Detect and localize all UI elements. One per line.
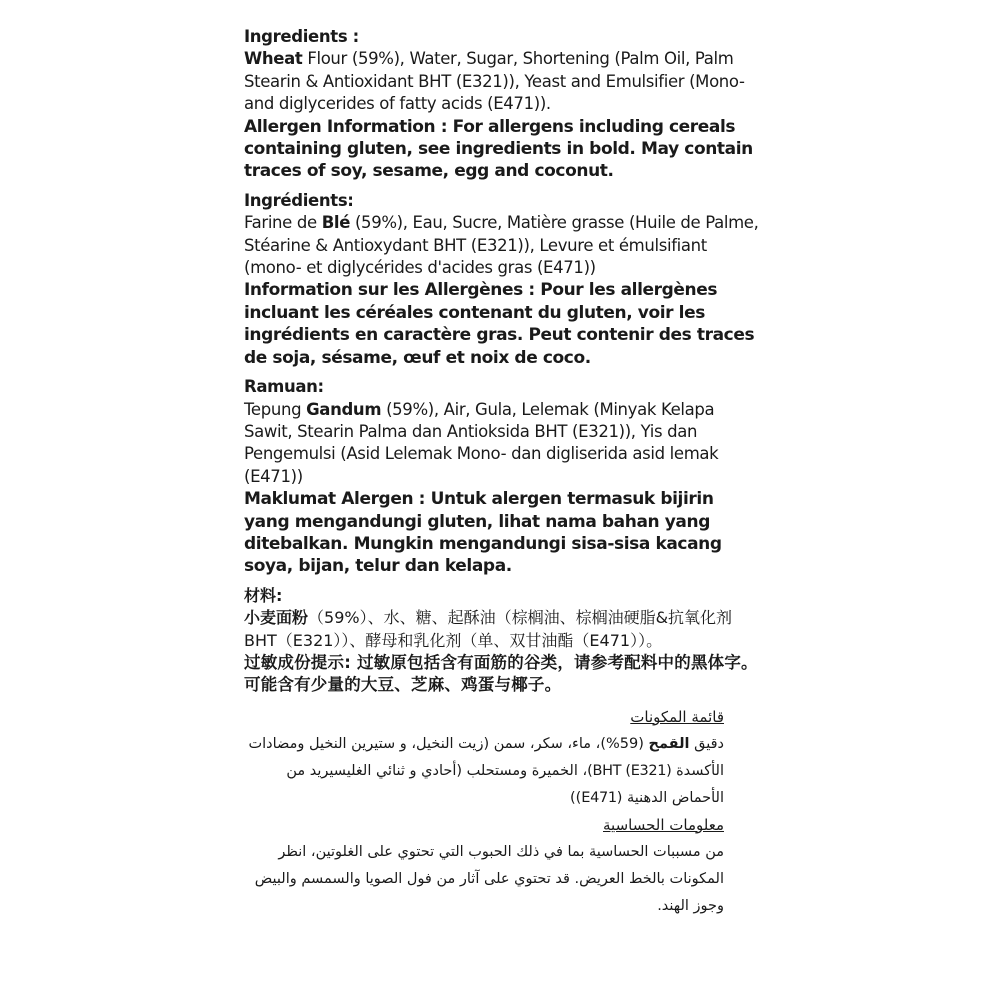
english-bold-allergen-word: Wheat bbox=[244, 49, 303, 69]
chinese-allergen-info: 过敏成份提示: 过敏原包括含有面筋的谷类，请参考配料中的黑体字。可能含有少量的大豆、芝麻、鸡蛋与椰子。 bbox=[244, 652, 758, 695]
arabic-ingredients-prefix: دقيق bbox=[689, 735, 724, 752]
chinese-heading: 材料: bbox=[244, 585, 283, 605]
chinese-bold-allergen-word: 小麦面粉 bbox=[244, 608, 309, 628]
arabic-ingredients-text: (59%)، ماء، سكر، سمن (زيت النخيل، و ستيرين النخيل ومضادات الأكسدة BHT (E321))، الخميرة ومستحلب (أحادي و ثنائي الغليسيريد من الأحماض الدهنية (E471)) bbox=[248, 735, 724, 806]
malay-allergen-info: Maklumat Alergen : Untuk alergen termasuk bijirin yang mengandungi gluten, lihat nama bahan yang ditebalkan. Mungkin mengandungi sisa-sisa kacang soya, bijan, telur dan kelapa. bbox=[244, 489, 722, 577]
malay-ingredients-text: (59%), Air, Gula, Lelemak (Minyak Kelapa Sawit, Stearin Palma dan Antioksida BHT (E321)), Yis dan Pengemulsi (Asid Lelemak Mono- dan digliserida asid lemak (E471)) bbox=[244, 399, 719, 486]
french-allergen-info: Information sur les Allergènes : Pour les allergènes incluant les céréales contenant du gluten, voir les ingrédients en caractère gras. Peut contenir des traces de soja, sésame, œuf et noix de coco. bbox=[244, 280, 755, 368]
section-arabic bbox=[244, 704, 724, 920]
section-french bbox=[244, 190, 764, 369]
malay-ingredients bbox=[244, 399, 764, 489]
ingredient-label bbox=[244, 26, 764, 920]
section-english bbox=[244, 26, 764, 183]
arabic-bold-allergen-word: القمح bbox=[648, 735, 690, 752]
malay-heading: Ramuan: bbox=[244, 377, 324, 397]
english-ingredients bbox=[244, 48, 764, 115]
english-ingredients-text: Flour (59%), Water, Sugar, Shortening (Palm Oil, Palm Stearin & Antioxidant BHT (E321)), Yeast and Emulsifier (Mono- and diglycerides of fatty acids (E471)). bbox=[244, 49, 745, 114]
french-ingredients-prefix: Farine de bbox=[244, 213, 322, 233]
french-ingredients bbox=[244, 212, 764, 279]
french-bold-allergen-word: Blé bbox=[321, 213, 351, 233]
malay-bold-allergen-word: Gandum bbox=[306, 399, 382, 419]
arabic-ingredients bbox=[244, 731, 724, 812]
section-chinese bbox=[244, 585, 764, 697]
chinese-ingredients-text: （59%）、水、糖、起酥油（棕榈油、棕榈油硬脂&抗氧化剂BHT（E321））、酵母和乳化剂（单、双甘油酯（E471））。 bbox=[244, 608, 733, 650]
arabic-allergen-info: من مسببات الحساسية بما في ذلك الحبوب التي تحتوي على الغلوتين، انظر المكونات بالخط العريض. قد تحتوي على آثار من فول الصويا والسمسم والبيض وجوز الهند. bbox=[254, 843, 724, 914]
section-malay bbox=[244, 376, 764, 578]
malay-ingredients-prefix: Tepung bbox=[244, 399, 307, 419]
chinese-ingredients bbox=[244, 607, 764, 652]
french-ingredients-text: (59%), Eau, Sucre, Matière grasse (Huile de Palme, Stéarine & Antioxydant BHT (E321)), Levure et émulsifiant (mono- et diglycérides d'acides gras (E471)) bbox=[244, 213, 759, 278]
english-allergen-info: Allergen Information : For allergens including cereals containing gluten, see ingredients in bold. May contain traces of soy, sesame, egg and coconut. bbox=[244, 116, 753, 182]
arabic-allergen-heading: معلومات الحساسية bbox=[603, 815, 724, 834]
arabic-heading: قائمة المكونات bbox=[630, 707, 724, 726]
english-heading: Ingredients : bbox=[244, 27, 359, 46]
french-heading: Ingrédients: bbox=[244, 190, 354, 210]
